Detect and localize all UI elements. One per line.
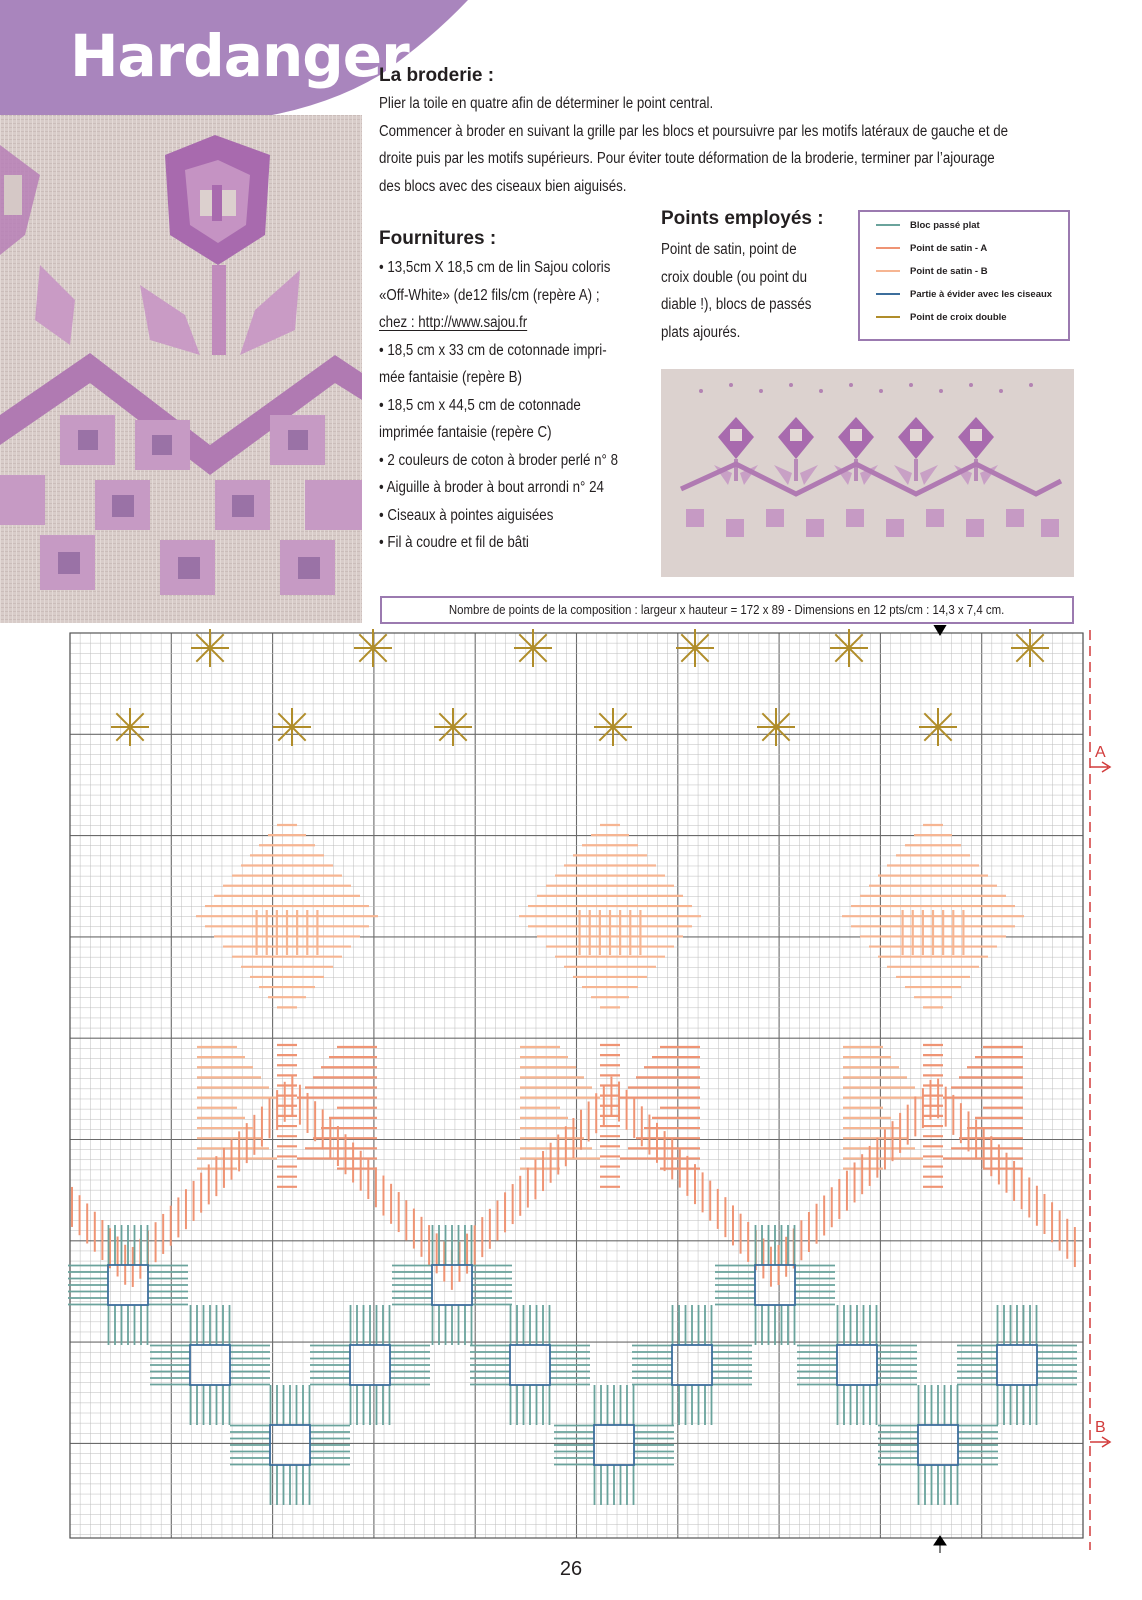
flower-motif [196, 825, 378, 1187]
points-line: plats ajourés. [661, 323, 741, 341]
double-cross-stitch [191, 629, 229, 667]
embroidery-grid-chart [0, 625, 1142, 1555]
broderie-line: Plier la toile en quatre afin de déterminer le point central. [379, 95, 714, 112]
fourniture-line: imprimée fantaisie (repère C) [379, 424, 552, 441]
fourniture-line: • Ciseaux à pointes aiguisées [379, 506, 554, 524]
legend-swatch [876, 270, 900, 272]
composition-count [380, 596, 1074, 624]
points-line: diable !), blocs de passés [661, 296, 812, 313]
flower-motif [842, 825, 1024, 1187]
kloster-block [470, 1305, 590, 1425]
legend-label: Bloc passé plat [910, 220, 980, 231]
embroidery-closeup-photo [0, 115, 362, 623]
kloster-block [150, 1305, 270, 1425]
legend-item [876, 312, 1007, 326]
double-cross-stitch [594, 708, 632, 746]
kloster-block [957, 1305, 1077, 1425]
legend-item [876, 220, 980, 234]
broderie-line: droite puis par les motifs supérieurs. Pour éviter toute déformation de la broderie, terminer par l’ajourage [379, 150, 995, 167]
fourniture-line: • 13,5cm X 18,5 cm de lin Sajou coloris [379, 259, 611, 276]
broderie-line: Commencer à broder en suivant la grille par les blocs et poursuivre par les motifs latéraux de gauche et de [379, 122, 1009, 140]
legend-item [876, 289, 1052, 303]
double-cross-stitch [434, 708, 472, 746]
points-text [661, 236, 811, 346]
double-cross-stitch [354, 629, 392, 667]
composition-count-text: Nombre de points de la composition : largeur x hauteur = 172 x 89 - Dimensions en 12 pts/cm : 14,3 x 7,4 cm. [449, 602, 1005, 617]
legend-swatch [876, 316, 900, 318]
points-line: Point de satin, point de [661, 241, 797, 258]
page-number: 26 [559, 1558, 583, 1580]
double-cross-stitch [676, 629, 714, 667]
broderie-text [379, 90, 1008, 200]
legend-label: Point de croix double [910, 312, 1007, 323]
legend-swatch [876, 293, 900, 295]
fourniture-line: • Aiguille à broder à bout arrondi n° 24 [379, 479, 604, 496]
fourniture-line: • 2 couleurs de coton à broder perlé n° 8 [379, 451, 618, 469]
sajou-link[interactable]: chez : http://www.sajou.fr [379, 314, 528, 331]
fourniture-line: • 18,5 cm x 33 cm de cotonnade impri- [379, 341, 607, 359]
fournitures-heading: Fournitures : [379, 228, 497, 249]
double-cross-stitch [111, 708, 149, 746]
legend-item [876, 266, 988, 280]
kloster-block [797, 1305, 917, 1425]
legend-item [876, 243, 987, 257]
double-cross-stitch [273, 708, 311, 746]
broderie-line: des blocs avec des ciseaux bien aiguisés. [379, 177, 627, 195]
broderie-heading: La broderie : [379, 65, 495, 86]
legend-label: Point de satin - A [910, 243, 988, 254]
fourniture-line: mée fantaisie (repère B) [379, 369, 523, 386]
points-line: croix double (ou point du [661, 268, 807, 286]
double-cross-stitch [830, 629, 868, 667]
marker-a-arrow [1090, 762, 1110, 772]
points-heading: Points employés : [661, 208, 824, 229]
double-cross-stitch [1011, 629, 1049, 667]
double-cross-stitch [514, 629, 552, 667]
fournitures-list [379, 254, 618, 557]
fourniture-line: «Off-White» (de12 fils/cm (repère A) ; [379, 286, 600, 304]
finished-embroidery-photo [661, 369, 1074, 577]
page-title: Hardanger [70, 22, 409, 90]
marker-b-label: B [1095, 1419, 1106, 1436]
legend-label: Partie à évider avec les ciseaux [910, 289, 1053, 300]
kloster-block [310, 1305, 430, 1425]
double-cross-stitch [919, 708, 957, 746]
fourniture-line: • 18,5 cm x 44,5 cm de cotonnade [379, 396, 581, 414]
legend-label: Point de satin - B [910, 266, 988, 277]
marker-b-arrow [1090, 1437, 1110, 1447]
stitch-legend [858, 210, 1070, 341]
legend-swatch [876, 224, 900, 226]
double-cross-stitch [757, 708, 795, 746]
kloster-block [632, 1305, 752, 1425]
fourniture-line: • Fil à coudre et fil de bâti [379, 534, 529, 551]
legend-swatch [876, 247, 900, 249]
marker-a-label: A [1095, 744, 1106, 761]
